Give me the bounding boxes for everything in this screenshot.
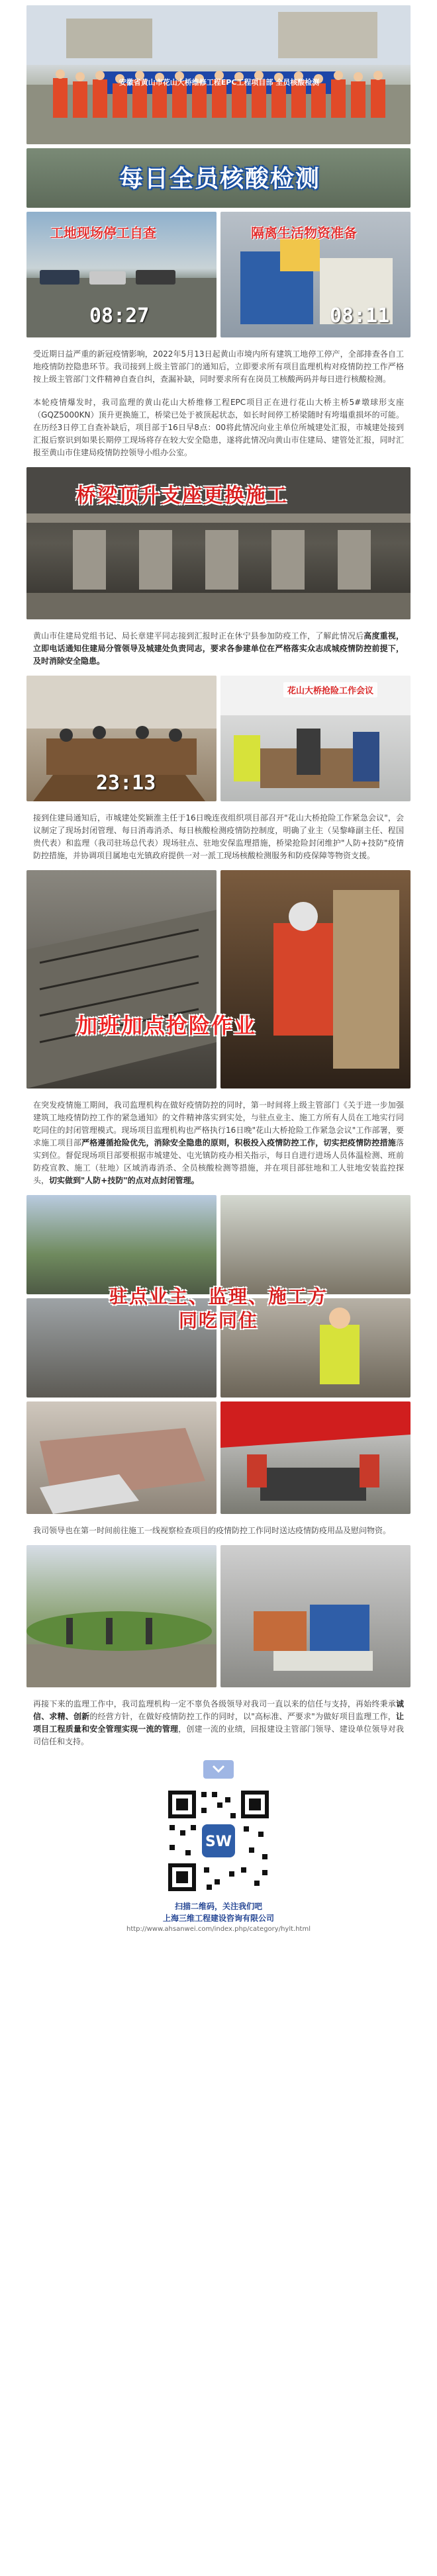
paragraph-leadership xyxy=(33,630,404,668)
photo-camp-right xyxy=(220,1195,411,1294)
paragraph-emergency-meeting: 接到住建局通知后，市城建处奖颖淮主任于16日晚连夜组织项目部召开"花山大桥抢险工作紧急会议"，会议制定了现场封闭管理、每日消毒消杀、每日核酸检测疫情防控制度，明确了业主（吴黎峰副主任、程国贵代表）和监理（我司驻场总代表）现场驻点、驻地安保监理措施，桥梁抢险封闭维护"人防+技防"疫情防控措施，并协调项目属地屯光镇政府提供一对一派工现场核酸检测服务和防疫保障等物资支援。 xyxy=(33,813,404,860)
paragraph-leader-visit: 我司领导也在第一时间前往施工一线视察检查项目的疫情防控工作同时送达疫情防疫用品及慰问物资。 xyxy=(33,1526,391,1535)
photo-dining-tent xyxy=(220,1401,411,1514)
commit-text-b: 的经营方针，在做好疫情防控工作的同时，以"高标准、严要求"为做好项目监理工作， xyxy=(89,1712,396,1721)
photo-supplies xyxy=(220,212,411,337)
photo-dorm-bed xyxy=(26,1401,217,1514)
paragraph-closed-management xyxy=(33,1099,404,1187)
qr-code-graphic xyxy=(166,1788,271,1894)
banner-live-together: 驻点业主、监理、施工方 同吃同住 xyxy=(109,1286,328,1331)
leadership-text-a: 黄山市住建局党组书记、局长章建平同志接到汇报时正在休宁县参加防疫工作，了解此情况后 xyxy=(33,631,364,641)
bed-illustration xyxy=(26,1401,217,1514)
timestamp-meeting: 23:13 xyxy=(96,772,156,795)
footer-company: 上海三维工程建设咨询有限公司 xyxy=(162,1914,274,1923)
timestamp-site: 08:27 xyxy=(89,304,150,328)
timestamp-supplies: 08:11 xyxy=(330,304,390,328)
banner-sign: 安徽省黄山市花山大桥维修工程EPC工程项目部 全员核酸检测 xyxy=(119,78,320,87)
photo-daily-testing xyxy=(26,148,411,208)
label-supplies: 隔离生活物资准备 xyxy=(251,225,357,241)
commit-text-a: 再接下来的监理工作中，我司监理机构一定不辜负各级领导对我司一直以来的信任与支持，再始终秉承 xyxy=(33,1699,396,1709)
footer-scan-text: 扫描二维码，关注我们吧 xyxy=(174,1902,262,1911)
chevron-down-icon[interactable] xyxy=(203,1760,234,1779)
mgmt-text-bold: 严格遵循抢险优先，消除安全隐患的原则，积极投入疫情防控工作，切实把疫情防控措施 xyxy=(81,1138,396,1147)
footer-url-link[interactable]: http://www.ahsanwei.com/index.php/category/hylt.html xyxy=(126,1926,311,1933)
label-site-inspection: 工地现场停工自查 xyxy=(50,225,156,241)
delivery-illustration xyxy=(220,1545,411,1687)
mgmt-text-b: 落实到位。督促现场项目部要根据市城建处、屯光镇防疫办相关指示，每日自进行进场人员体温检测、班前防疫宣教、施工（驻地）区域消毒消杀、全员核酸检测等措施，并在项目部驻地和工人驻地安装监控探头， xyxy=(33,1138,404,1185)
paragraph-intro: 受近期日益严重的新冠疫情影响，2022年5月13日起黄山市境内所有建筑工地停工停产，全部排查各自工地疫情防控隐患环节。我司接到上级主管部门的通知后，立即要求所有项目监理机构对疫情防控工作严格按上级主管部门文件精神自查自纠，查漏补缺，同时要求所有在岗员工核酸两码并每日进行核酸检测。 xyxy=(33,349,404,384)
qr-code xyxy=(166,1788,271,1894)
commit-text-bold2: 让项目工程质量和安全管理实现一流的管理 xyxy=(33,1712,404,1734)
banner-overtime: 加班加点抢险作业 xyxy=(76,1013,257,1038)
photo-supplies-delivery xyxy=(220,1545,411,1687)
photo-group-nucleic-test xyxy=(26,5,411,144)
tent-illustration xyxy=(220,1401,411,1514)
visit-illustration xyxy=(26,1545,217,1687)
mgmt-text-bold2: 切实做到"人防+技防"的点对点封闭管理。 xyxy=(49,1176,199,1185)
commit-text-bold: 诚信、求精、创新 xyxy=(33,1699,404,1721)
paragraph-commitment xyxy=(33,1698,404,1748)
photo-night-meeting xyxy=(26,676,217,801)
svg-text:SW: SW xyxy=(205,1834,232,1850)
photo-leader-visit xyxy=(26,1545,217,1687)
mgmt-text-a: 在突发疫情施工期间，我司监理机构在做好疫情防控的同时，第一时间将上级主管部门《关于进一步加强建筑工地疫情防控工作的紧急通知》的文件精神落实到实处，与驻点业主、施工方所有人员在工地实行同吃同住的封闭管理模式。现场项目监理机构也严格执行16日晚"花山大桥抢险工作紧急会议"工作部署，要求施工项目部 xyxy=(33,1100,404,1147)
banner-daily-testing: 每日全员核酸检测 xyxy=(119,165,321,193)
photo-overtime-left xyxy=(26,870,217,1088)
photo-overtime-right xyxy=(220,870,411,1088)
commit-text-c: ，创建一流的业绩，回报建设主管部门领导、建设单位领导对我司信任和支持。 xyxy=(33,1724,404,1746)
group-photo-illustration xyxy=(26,5,411,144)
photo-bridge-jacking xyxy=(26,467,411,619)
banner-bridge-jacking: 桥梁顶升支座更换施工 xyxy=(76,484,288,508)
label-rescue-meeting: 花山大桥抢险工作会议 xyxy=(283,682,377,697)
overtime-left-illustration xyxy=(26,870,217,1088)
paragraph-bridge-status: 本轮疫情爆发时，我司监理的黄山花山大桥维修工程EPC项目正在进行花山大桥主桥5#墩球形支座（GQZ5000KN）顶升更换施工，桥梁已处于被顶起状态，如长时间停工桥梁随时有垮塌重损坏的可能。在历经3日停工自查补缺后，项目部于16日早8点：00将此情况向业主单位所城建处汇报，市城建处接到汇报后察识到如果长期停工现场将存在较大安全隐患，遂将此情况向黄山市住建局、建管处汇报，同时汇报至黄山市住建局疫情防控领导小组办公室。 xyxy=(33,398,404,457)
overtime-right-illustration xyxy=(220,870,411,1088)
photo-site-inspection xyxy=(26,212,217,337)
photo-camp-left xyxy=(26,1195,217,1294)
leadership-text-bold: 高度重视，立即电话通知住建局分管领导及城建处负责同志，要求各参建单位在严格落实众志成城疫情防控前提下，及时消除安全隐患。 xyxy=(33,631,404,666)
photo-rescue-meeting xyxy=(220,676,411,801)
